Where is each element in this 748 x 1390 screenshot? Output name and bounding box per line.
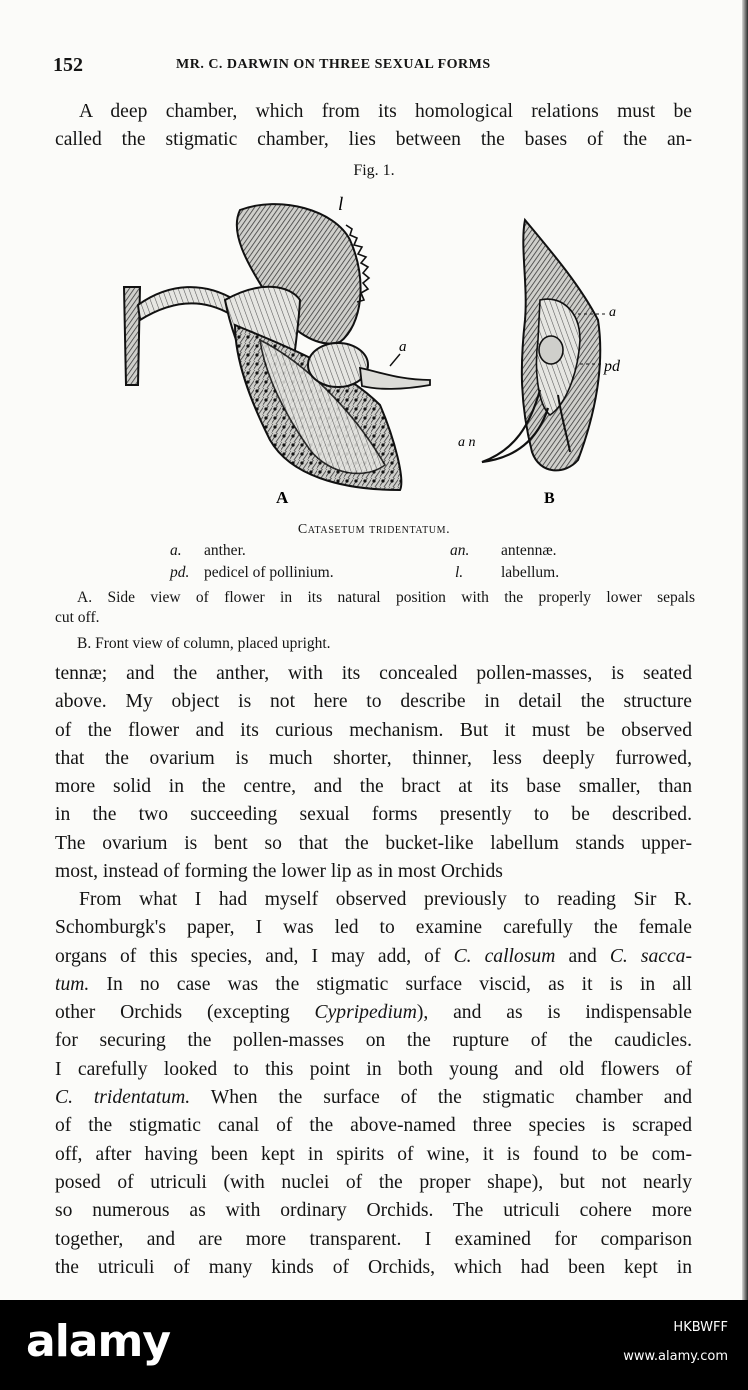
text-line: above. My object is not here to describe in detail the structure (55, 691, 692, 713)
legend-value: anther. (204, 542, 246, 559)
image-id: HKBWFF (673, 1320, 728, 1335)
legend-key: l. (455, 564, 464, 581)
text-line (55, 999, 692, 1027)
figure-b-front-view (482, 220, 606, 470)
text-line: for securing the pollen-masses on the rupture of the caudicles. (55, 1030, 692, 1052)
figure-legend (170, 542, 630, 586)
label-A: A (276, 488, 289, 507)
text-run: and (555, 945, 610, 967)
text-line: tennæ; and the anther, with its concealed pollen-masses, is seated (55, 663, 692, 684)
species-name: C. sacca- (609, 945, 692, 967)
text-run: In no case was the stigmatic surface viscid, as it is in all (89, 973, 692, 995)
text-line: A deep chamber, which from its homological relations must be (79, 101, 692, 122)
body-paragraph-2 (55, 886, 692, 1282)
label-a-front: a (609, 305, 616, 320)
text-run: organs of this species, and, I may add, of (55, 945, 454, 967)
figure-label: Fig. 1. (353, 162, 395, 179)
running-title: MR. C. DARWIN ON THREE SEXUAL FORMS (176, 57, 491, 72)
page-number: 152 (53, 54, 83, 76)
label-l: l (338, 194, 344, 215)
legend-key: a. (170, 542, 182, 559)
legend-value: pedicel of pollinium. (204, 564, 334, 581)
text-line: of the stigmatic canal of the above-named three species is scraped (55, 1115, 692, 1137)
legend-row (170, 564, 630, 586)
text-line (55, 1084, 692, 1112)
legend-value: labellum. (501, 564, 560, 581)
text-line: that the ovarium is much shorter, thinner, less deeply furrowed, (55, 747, 692, 769)
text-run: ), and as is indispensable (416, 1002, 692, 1024)
text-line: the utriculi of many kinds of Orchids, which had been kept in (55, 1256, 692, 1278)
text-line: Schomburgk's paper, I was led to examine carefully the female (55, 917, 692, 939)
text-line: off, after having been kept in spirits of wine, it is found to be com- (55, 1143, 692, 1165)
text-run: When the surface of the stigmatic chamber and (190, 1087, 692, 1109)
figure-note-b (55, 634, 695, 654)
text-line: most, instead of forming the lower lip as in most Orchids (55, 861, 503, 883)
alamy-logo: alamy (26, 1316, 170, 1367)
caption-title: Catasetum tridentatum. (297, 522, 451, 537)
text-line (55, 971, 692, 999)
legend-key: an. (450, 542, 470, 559)
text-line: The ovarium is bent so that the bucket-like labellum stands upper- (55, 832, 692, 854)
note-line: A. Side view of flower in its natural position with the properly lower sepals (77, 589, 695, 606)
species-name: C. callosum (453, 945, 556, 967)
text-line: I carefully looked to this point in both young and old flowers of (55, 1058, 692, 1080)
figure-a-side-view (124, 204, 430, 490)
text-run: other Orchids (excepting (55, 1002, 315, 1024)
text-line (55, 943, 692, 971)
text-line: together, and are more transparent. I examined for comparison (55, 1228, 692, 1250)
label-a-side: a (399, 339, 407, 355)
text-line: called the stigmatic chamber, lies between the bases of the an- (55, 129, 692, 151)
legend-value: antennæ. (501, 542, 557, 559)
note-line: B. Front view of column, placed upright. (77, 635, 331, 652)
species-name: tum. (55, 973, 90, 995)
intro-paragraph (55, 98, 692, 155)
species-name: C. tridentatum. (55, 1087, 191, 1109)
label-B: B (544, 490, 555, 507)
text-line: in the two succeeding sexual forms presently to be described. (55, 804, 692, 826)
note-line: cut off. (55, 609, 100, 626)
site-url: www.alamy.com (623, 1349, 728, 1364)
genus-name: Cypripedium (314, 1002, 417, 1024)
label-an: a n (458, 435, 476, 450)
text-line: posed of utriculi (with nuclei of the proper shape), but not nearly (55, 1171, 692, 1193)
legend-key: pd. (170, 564, 190, 581)
figure-note-a (55, 588, 695, 628)
orchid-illustration (110, 190, 650, 510)
body-paragraph-1 (55, 660, 692, 886)
text-line: more solid in the centre, and the bract at its base smaller, than (55, 776, 692, 798)
text-line: of the flower and its curious mechanism. But it must be observed (55, 719, 692, 741)
text-line: so numerous as with ordinary Orchids. The utriculi cohere more (55, 1200, 692, 1222)
text-line: From what I had myself observed previously to reading Sir R. (79, 889, 692, 910)
label-pd: pd (604, 358, 620, 375)
legend-row (170, 542, 630, 564)
